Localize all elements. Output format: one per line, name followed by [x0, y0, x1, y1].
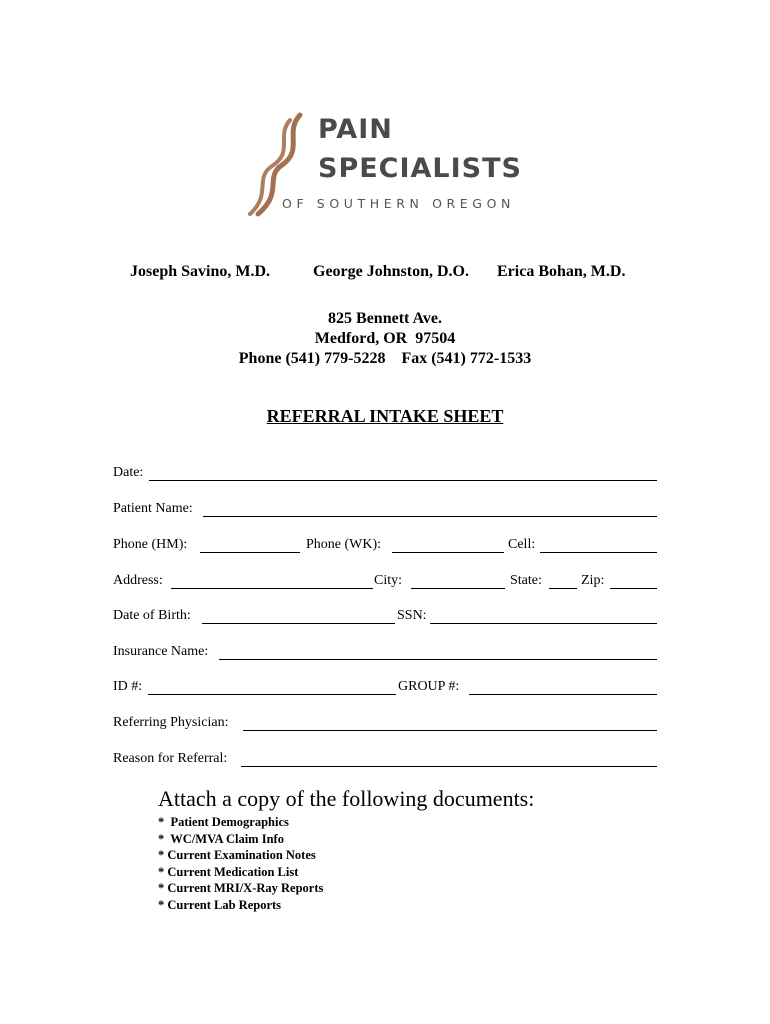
insurance-label: Insurance Name:: [113, 644, 209, 659]
city-field[interactable]: [411, 588, 505, 589]
date-label: Date:: [113, 465, 144, 480]
list-item: * Current Examination Notes: [158, 848, 316, 862]
reason-row: [113, 751, 658, 771]
ssn-label: SSN:: [397, 608, 427, 623]
date-field[interactable]: [149, 480, 657, 481]
dob-label: Date of Birth:: [113, 608, 191, 623]
reason-label: Reason for Referral:: [113, 751, 228, 766]
state-field[interactable]: [549, 588, 577, 589]
list-item: * Current Medication List: [158, 864, 299, 879]
zip-field[interactable]: [610, 588, 657, 589]
insurance-field[interactable]: [219, 659, 657, 660]
referring-physician-field[interactable]: [243, 730, 657, 731]
patient-name-label: Patient Name:: [113, 501, 193, 516]
page-title: REFERRAL INTAKE SHEET: [266, 406, 504, 426]
zip-label: Zip:: [581, 573, 605, 588]
list-item: * WC/MVA Claim Info: [158, 831, 284, 846]
doctor-name: Erica Bohan, M.D.: [497, 263, 626, 280]
logo-text-region: OF SOUTHERN OREGON: [282, 196, 515, 211]
id-field[interactable]: [148, 694, 396, 695]
address-label: Address:: [113, 573, 163, 588]
logo-text-pain: PAIN: [318, 114, 393, 145]
phone-row: [113, 537, 658, 557]
list-item: * Current Lab Reports: [158, 897, 282, 912]
list-item: * Patient Demographics: [158, 815, 289, 829]
documents-list: [158, 814, 323, 913]
pain-specialists-logo: [244, 110, 534, 220]
id-label: ID #:: [113, 679, 143, 694]
reason-field[interactable]: [241, 766, 657, 767]
phone-wk-field[interactable]: [392, 552, 504, 553]
cell-field[interactable]: [540, 552, 657, 553]
state-label: State:: [510, 573, 542, 588]
referring-physician-label: Referring Physician:: [113, 715, 229, 730]
attach-heading: Attach a copy of the following documents:: [158, 786, 535, 811]
city-label: City:: [374, 573, 403, 588]
patient-name-row: [113, 501, 658, 521]
phone-hm-label: Phone (HM):: [113, 537, 188, 552]
insurance-row: [113, 644, 658, 664]
date-row: [113, 465, 658, 485]
address-row: [113, 573, 658, 593]
patient-name-field[interactable]: [203, 516, 657, 517]
ssn-field[interactable]: [430, 623, 657, 624]
dob-ssn-row: [113, 608, 658, 628]
phone-hm-field[interactable]: [200, 552, 300, 553]
logo-text-specialists: SPECIALISTS: [318, 153, 522, 184]
group-field[interactable]: [469, 694, 657, 695]
address-phone-fax: Phone (541) 779-5228 Fax (541) 772-1533: [238, 350, 532, 367]
dob-field[interactable]: [202, 623, 395, 624]
address-street: 825 Bennett Ave.: [328, 310, 442, 327]
address-field[interactable]: [171, 588, 373, 589]
address-city: Medford, OR 97504: [314, 330, 456, 347]
doctor-name: George Johnston, D.O.: [313, 263, 469, 280]
group-label: GROUP #:: [398, 679, 460, 694]
id-group-row: [113, 679, 658, 699]
phone-wk-label: Phone (WK):: [306, 537, 382, 552]
cell-label: Cell:: [508, 537, 536, 552]
doctor-name: Joseph Savino, M.D.: [130, 263, 271, 280]
list-item: * Current MRI/X-Ray Reports: [158, 881, 324, 895]
referring-physician-row: [113, 715, 658, 735]
